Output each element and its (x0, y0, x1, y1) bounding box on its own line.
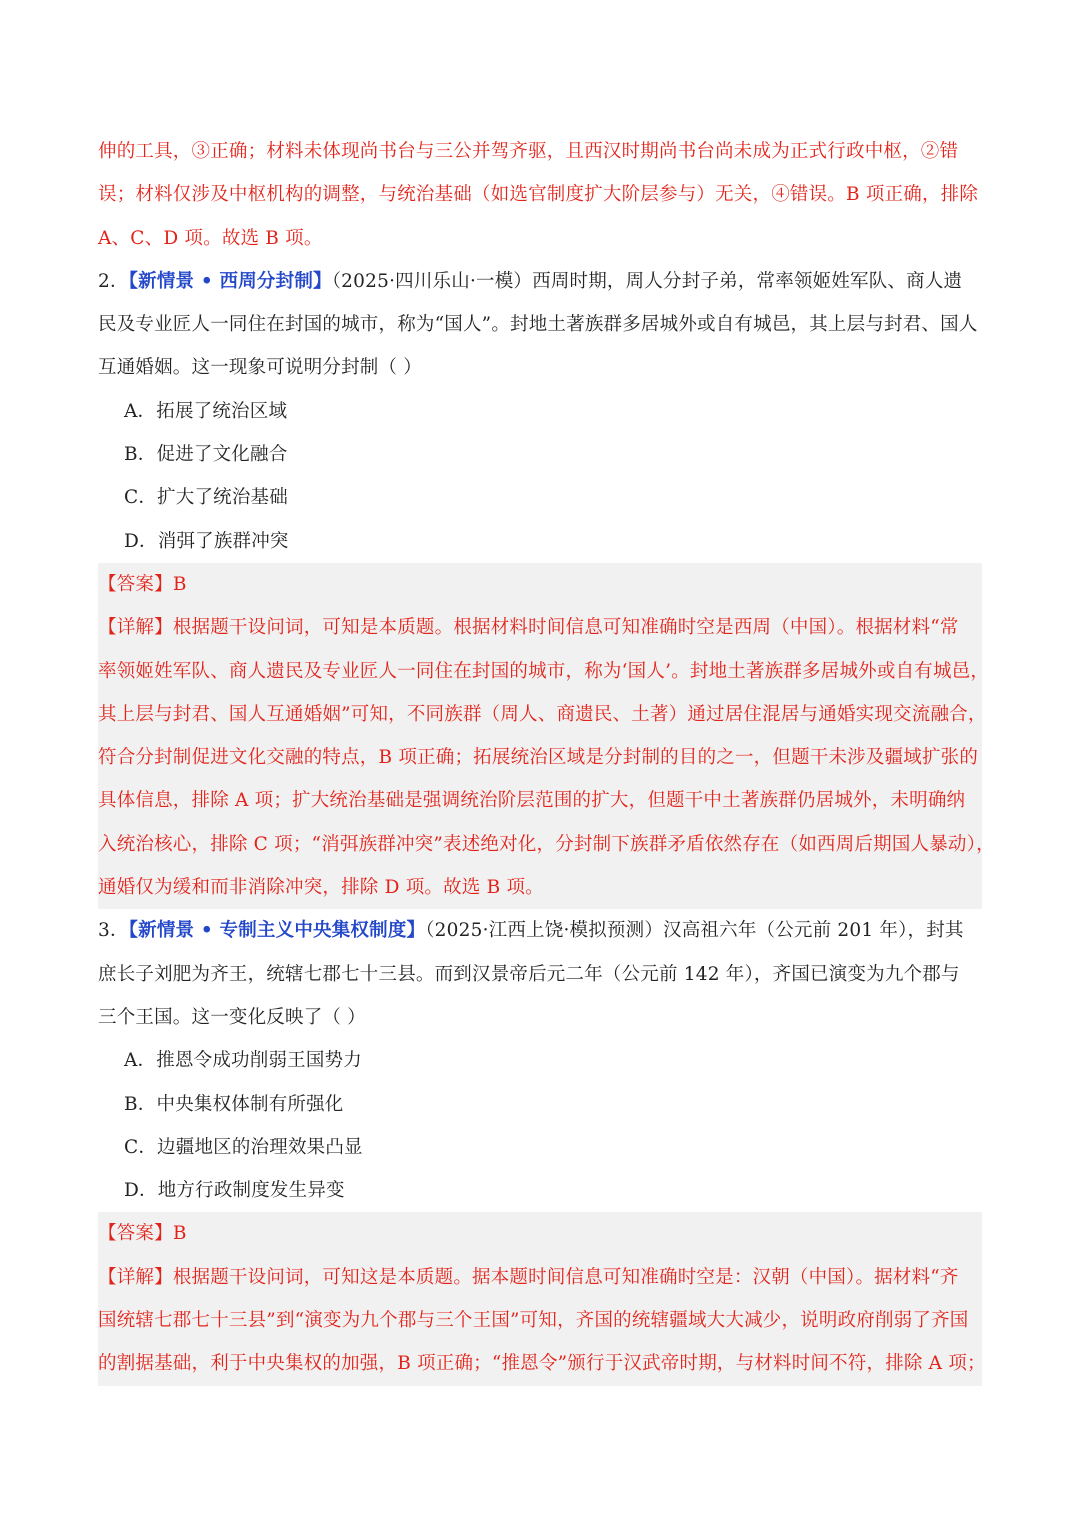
option-d: D．消弭了族群冲突 (124, 530, 289, 552)
option-d: D．地方行政制度发生异变 (124, 1180, 345, 1202)
detail-line: 国统辖七郡七十三县”到“演变为九个郡与三个王国”可知，齐国的统辖疆域大大减少，说明政府削弱了齐国 (98, 1310, 969, 1332)
explanation-line: 伸的工具，③正确；材料未体现尚书台与三公并驾齐驱，且西汉时期尚书台尚未成为正式行政中枢，②错 (98, 141, 959, 162)
question-2-stem-line: 民及专业匠人一同住在封国的城市，称为“国人”。封地土著族群多居城外或自有城邑，其上层与封君、国人 (98, 314, 978, 336)
detail-line (98, 1256, 982, 1299)
answer-line (98, 563, 982, 606)
page-content (98, 130, 995, 1386)
question-3-stem-line (98, 909, 982, 952)
question-tag: 【新情景 • 西周分封制】 (128, 270, 332, 292)
explanation-line: A、C、D 项。故选 B 项。 (98, 227, 323, 249)
question-number: 2． (98, 270, 129, 292)
question-3-answer-block (98, 1212, 986, 1385)
option-a: A．拓展了统治区域 (124, 400, 288, 422)
detail-text: 根据题干设问词，可知这是本质题。据本题时间信息可知准确时空是：汉朝（中国）。据材料“齐 (172, 1266, 959, 1288)
detail-line: 率领姬姓军队、商人遗民及专业匠人一同住在封国的城市，称为‘国人’。封地土著族群多居城外或自有城邑， (98, 660, 990, 682)
option-b: B．促进了文化融合 (124, 444, 288, 466)
question-2-answer-block (98, 563, 995, 909)
answer-value: B (172, 573, 187, 595)
detail-line: 具体信息，排除 A 项；扩大统治基础是强调统治阶层范围的扩大，但题干中土著族群仍居城外，未明确纳 (98, 790, 966, 812)
detail-line: 的割据基础，利于中央集权的加强，B 项正确；“推恩令”颁行于汉武帝时期，与材料时间不符，排除 A 项； (98, 1353, 986, 1375)
question-tag: 【新情景 • 专制主义中央集权制度】 (128, 920, 426, 942)
detail-label: 【详解】 (98, 617, 173, 639)
detail-line: 入统治核心，排除 C 项；“消弭族群冲突”表述绝对化，分封制下族群矛盾依然存在（如西周后期国人暴动）， (98, 833, 995, 855)
detail-text: 根据题干设问词，可知是本质题。根据材料时间信息可知准确时空是西周（中国）。根据材料“常 (172, 617, 959, 639)
option-c: C．边疆地区的治理效果凸显 (124, 1136, 363, 1158)
question-3-stem-line: 庶长子刘肥为齐王，统辖七郡七十三县。而到汉景帝后元二年（公元前 142 年），齐国已演变为九个郡与 (98, 963, 960, 985)
detail-line (98, 606, 982, 649)
question-2-stem-line: 互通婚姻。这一现象可说明分封制（ ） (98, 357, 422, 379)
question-number: 3． (98, 920, 129, 942)
answer-label: 【答案】 (98, 573, 173, 595)
answer-value: B (172, 1223, 187, 1245)
question-stem: （2025·江西上饶·模拟预测）汉高祖六年（公元前 201 年），封其 (425, 920, 964, 942)
answer-line (98, 1212, 982, 1255)
detail-line: 通婚仅为缓和而非消除冲突，排除 D 项。故选 B 项。 (98, 877, 544, 899)
option-c: C．扩大了统治基础 (124, 487, 288, 509)
detail-line: 其上层与封君、国人互通婚姻”可知，不同族群（周人、商遗民、土著）通过居住混居与通婚实现交流融合， (98, 703, 987, 725)
question-stem: （2025·四川乐山·一模）西周时期，周人分封子弟，常率领姬姓军队、商人遗 (331, 270, 963, 292)
answer-label: 【答案】 (98, 1223, 173, 1245)
option-b: B．中央集权体制有所强化 (124, 1093, 344, 1115)
explanation-line: 误；材料仅涉及中枢机构的调整，与统治基础（如选官制度扩大阶层参与）无关，④错误。B 项正确，排除 (98, 184, 979, 206)
detail-line: 符合分封制促进文化交融的特点，B 项正确；拓展统治区域是分封制的目的之一，但题干未涉及疆域扩张的 (98, 747, 979, 769)
question-3-stem-line: 三个王国。这一变化反映了（ ） (98, 1006, 366, 1028)
option-a: A．推恩令成功削弱王国势力 (124, 1050, 362, 1072)
question-2-stem-line (98, 260, 982, 303)
detail-label: 【详解】 (98, 1266, 173, 1288)
